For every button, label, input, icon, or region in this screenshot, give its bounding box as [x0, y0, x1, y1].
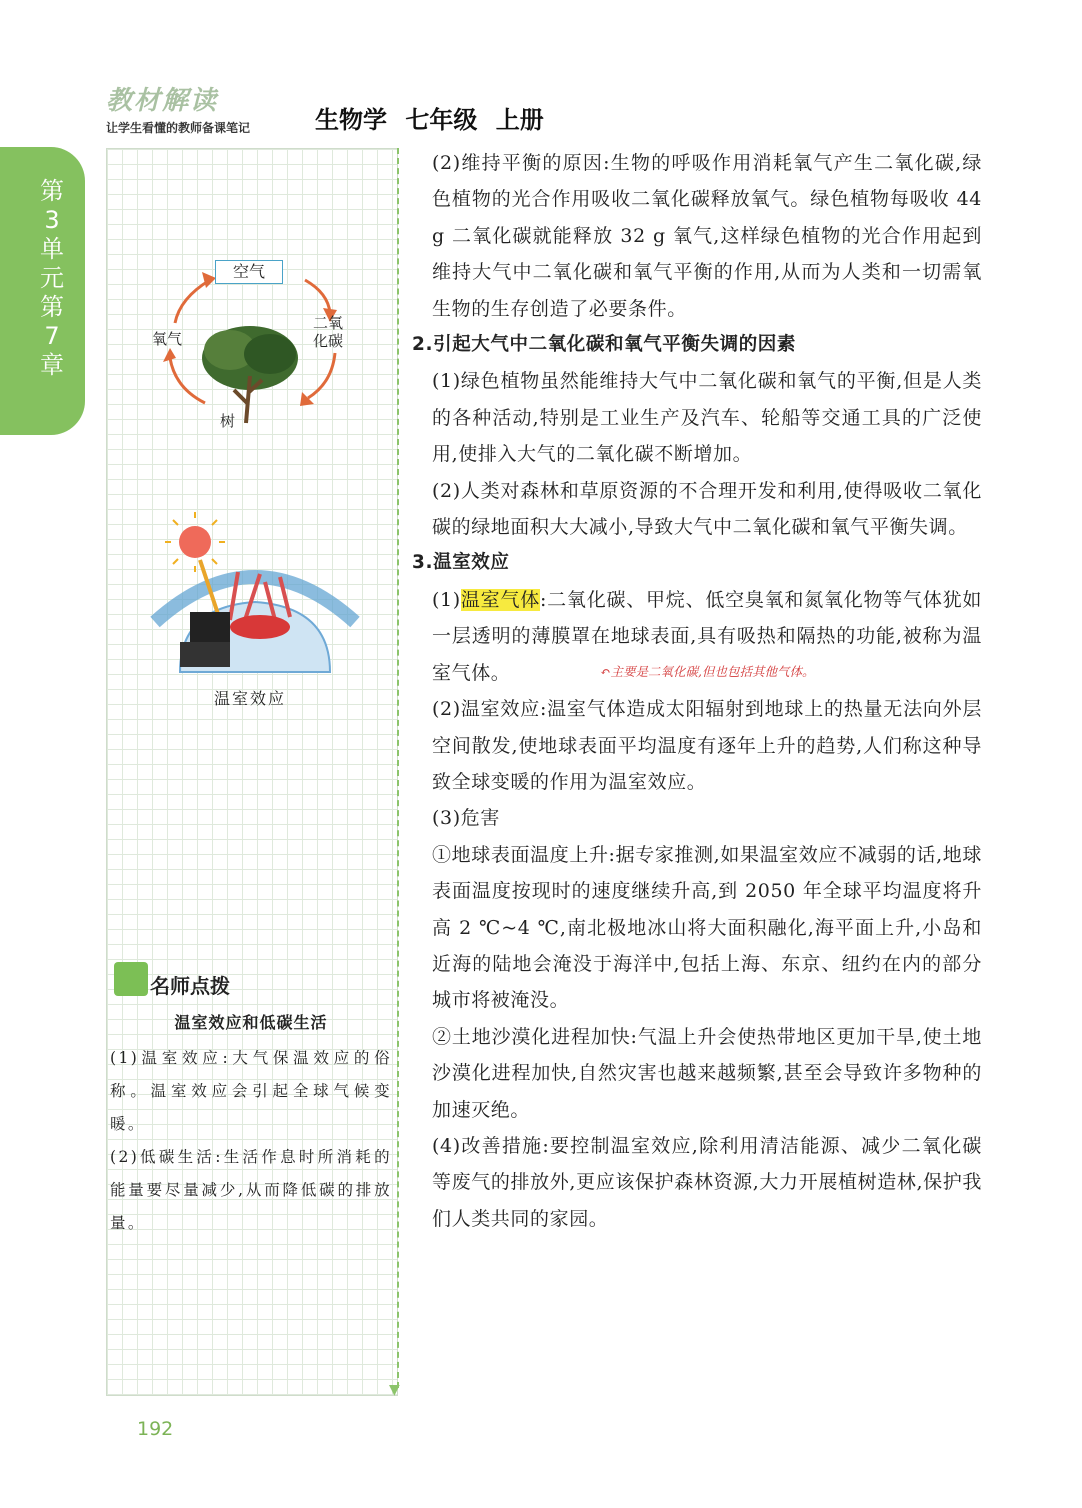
note-text: 主要是二氧化碳,但也包括其他气体。: [610, 664, 815, 679]
brand: [106, 80, 250, 136]
teacher-tip-subtitle: 温室效应和低碳生活: [174, 1013, 328, 1032]
air-label: 空气: [215, 260, 283, 284]
teacher-icon: [114, 962, 148, 996]
note-arrow-icon: ↶: [600, 664, 611, 679]
paragraph-greenhouse-effect: (2)温室效应:温室气体造成太阳辐射到地球上的热量无法向外层空间散发,使地球表面平均温度有逐年上升的趋势,人们称这种导致全球变暖的作用为温室效应。: [432, 698, 982, 793]
brand-title: 教材解读: [106, 86, 219, 116]
gg-prefix: (1): [432, 588, 461, 611]
chapter-side-tab: [0, 147, 85, 435]
paragraph-human-activity: (1)绿色植物虽然能维持大气中二氧化碳和氧气的平衡,但是人类的各种活动,特别是工业生产及汽车、轮船等交通工具的广泛使用,使排入大气的二氧化碳不断增加。: [432, 370, 982, 466]
chapter-side-tab-text: 第3单元 第7章: [40, 177, 64, 379]
greenhouse-illustration: [150, 512, 360, 682]
paragraph-balance-reason: (2)维持平衡的原因:生物的呼吸作用消耗氧气产生二氧化碳,绿色植物的光合作用吸收二氧化碳释放氧气。绿色植物每吸收 44 g 二氧化碳就能释放 32 g 氧气,这样绿色植物的光合作用起到维持大气中二氧化碳和氧气平衡的作用,从而为人类和一切需氧生物的生存创造了必要条件。: [432, 152, 982, 320]
tip-paragraph: (2)低碳生活:生活作息时所消耗的能量要尽量减少,从而降低碳的排放量。: [110, 1148, 392, 1232]
paragraph-temperature-rise: ①地球表面温度上升:据专家推测,如果温室效应不减弱的话,地球表面温度按现时的速度继续升高,到 2050 年全球平均温度将升高 2 ℃~4 ℃,南北极地冰山将大面积融化,海平面上升,小岛和近海的陆地会淹没于海洋中,包括上海、东京、纽约在内的部分城市将被淹没。: [432, 843, 982, 1012]
tree-label: 树: [220, 412, 236, 430]
heading-greenhouse-effect: 3.温室效应: [412, 552, 510, 574]
teacher-tip-header: [114, 962, 394, 1002]
arrow-down-icon: ▼: [389, 1382, 400, 1398]
teacher-tip-title: 名师点拨: [150, 974, 230, 998]
paragraph-hazards-heading: (3)危害: [432, 807, 500, 830]
page-number: 192: [137, 1418, 174, 1440]
grid-divider: [395, 148, 399, 1388]
handwritten-note: [600, 662, 814, 680]
greenhouse-gas-highlight: 温室气体: [460, 588, 540, 611]
greenhouse-caption: 温室效应: [213, 689, 286, 708]
main-text: [412, 145, 982, 1237]
paragraph-desertification: ②土地沙漠化进程加快:气温上升会使热带地区更加干旱,使土地沙漠化进程加快,自然灾害也越来越频繁,甚至会导致许多物种的加速灭绝。: [432, 1025, 982, 1121]
carbon-oxygen-cycle-figure: [150, 258, 360, 438]
book-title: 生物学 七年级 上册: [315, 105, 544, 134]
heading-imbalance-factors: 2.引起大气中二氧化碳和氧气平衡失调的因素: [412, 334, 797, 356]
gg-rest: :二氧化碳、甲烷、低空臭氧和氮氧化物等气体犹如一层透明的薄膜罩在地球表面,具有吸热和隔热的功能,被称为温室气体。: [432, 588, 982, 684]
brand-subtitle: 让学生看懂的教师备课笔记: [106, 121, 251, 135]
oxygen-label: 氧气: [152, 330, 183, 348]
teacher-tip-body: [110, 1042, 392, 1240]
paragraph-improvement: (4)改善措施:要控制温室效应,除利用清洁能源、减少二氧化碳等废气的排放外,更应该保护森林资源,大力开展植树造林,保护我们人类共同的家园。: [432, 1134, 982, 1230]
paragraph-land-use: (2)人类对森林和草原资源的不合理开发和利用,使得吸收二氧化碳的绿地面积大大减小,导致大气中二氧化碳和氧气平衡失调。: [432, 479, 982, 539]
tip-paragraph: (1)温室效应:大气保温效应的俗称。温室效应会引起全球气候变暖。: [110, 1049, 392, 1133]
co2-label: 二氧化碳: [312, 314, 343, 350]
